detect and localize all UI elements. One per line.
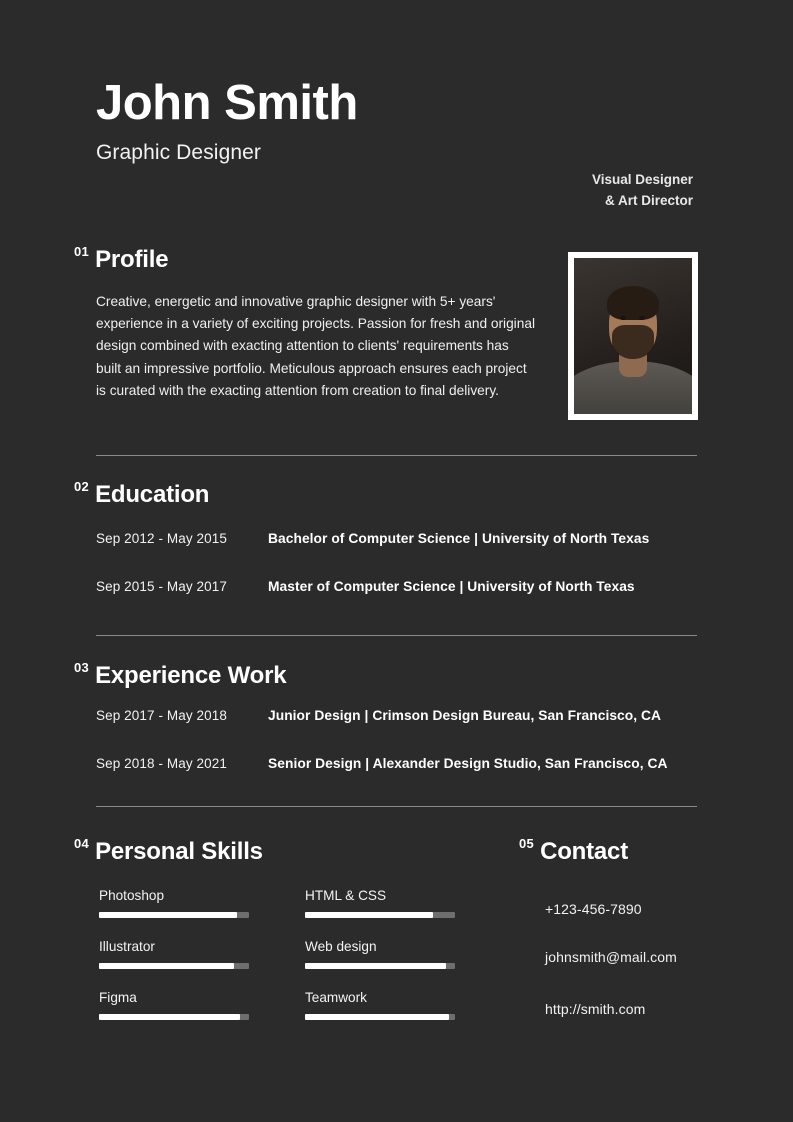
skill-label: Photoshop xyxy=(99,888,165,903)
skill-progress-track xyxy=(305,1014,455,1020)
skill-progress-fill xyxy=(99,963,234,969)
tagline xyxy=(473,170,693,212)
education-desc: Master of Computer Science | University of North Texas xyxy=(268,579,635,594)
skill-item xyxy=(99,939,249,969)
section-number: 04 xyxy=(74,836,90,851)
contact-website[interactable]: http://smith.com xyxy=(545,1001,646,1017)
list-item xyxy=(96,708,661,723)
contact-email[interactable]: johnsmith@mail.com xyxy=(545,949,677,965)
job-role: Graphic Designer xyxy=(96,141,262,165)
section-number: 01 xyxy=(74,244,90,259)
section-title: Contact xyxy=(540,838,628,865)
skill-label: HTML & CSS xyxy=(305,888,387,903)
section-number: 05 xyxy=(519,836,535,851)
skill-item xyxy=(99,990,249,1020)
section-heading-education xyxy=(74,481,209,509)
divider-3 xyxy=(96,806,697,807)
portrait-photo xyxy=(574,258,692,414)
skill-item xyxy=(305,990,455,1020)
skill-progress-fill xyxy=(305,963,446,969)
section-title: Profile xyxy=(95,246,169,273)
section-number: 03 xyxy=(74,660,90,675)
skill-progress-track xyxy=(99,912,249,918)
skill-progress-fill xyxy=(99,1014,240,1020)
experience-desc: Junior Design | Crimson Design Bureau, San Francisco, CA xyxy=(268,708,662,723)
contact-phone[interactable]: +123-456-7890 xyxy=(545,901,642,917)
skill-progress-track xyxy=(99,1014,249,1020)
section-heading-skills xyxy=(74,838,263,866)
skill-progress-track xyxy=(99,963,249,969)
skill-item xyxy=(305,888,455,918)
divider-1 xyxy=(96,455,697,456)
skill-progress-track xyxy=(305,963,455,969)
list-item xyxy=(96,756,668,771)
skill-progress-fill xyxy=(99,912,237,918)
profile-text: Creative, energetic and innovative graphic designer with 5+ years' experience in a variety of exciting projects. Passion for fresh and original design combined with exacting attention to clients' requirements has built an impressive portfolio. Meticulous approach ensures each project is curated with the exacting attention from creation to final delivery. xyxy=(96,294,535,398)
education-desc: Bachelor of Computer Science | University of North Texas xyxy=(268,531,650,546)
education-date: Sep 2012 - May 2015 xyxy=(96,531,227,546)
section-heading-profile xyxy=(74,246,168,274)
skill-label: Web design xyxy=(305,939,377,954)
section-title: Experience Work xyxy=(95,662,287,689)
skill-progress-fill xyxy=(305,1014,449,1020)
section-title: Education xyxy=(95,481,210,508)
experience-desc: Senior Design | Alexander Design Studio, San Francisco, CA xyxy=(268,756,668,771)
skill-label: Figma xyxy=(99,990,137,1005)
section-number: 02 xyxy=(74,479,90,494)
avatar xyxy=(568,252,698,420)
skill-item xyxy=(99,888,249,918)
page-title: John Smith xyxy=(96,76,358,130)
section-heading-experience xyxy=(74,662,286,690)
list-item xyxy=(96,579,635,594)
list-item xyxy=(96,531,649,546)
header xyxy=(96,78,696,165)
skill-label: Teamwork xyxy=(305,990,367,1005)
tagline-line-1: Visual Designer xyxy=(591,172,693,187)
tagline-line-2: & Art Director xyxy=(604,192,693,208)
education-date: Sep 2015 - May 2017 xyxy=(96,579,227,594)
experience-date: Sep 2017 - May 2018 xyxy=(96,708,227,723)
skill-label: Illustrator xyxy=(99,939,155,954)
skill-progress-track xyxy=(305,912,455,918)
skill-item xyxy=(305,939,455,969)
divider-2 xyxy=(96,635,697,636)
photo-hair xyxy=(607,286,659,320)
experience-date: Sep 2018 - May 2021 xyxy=(96,756,227,771)
skill-progress-fill xyxy=(305,912,433,918)
section-heading-contact xyxy=(519,838,628,866)
section-title: Personal Skills xyxy=(95,838,263,865)
